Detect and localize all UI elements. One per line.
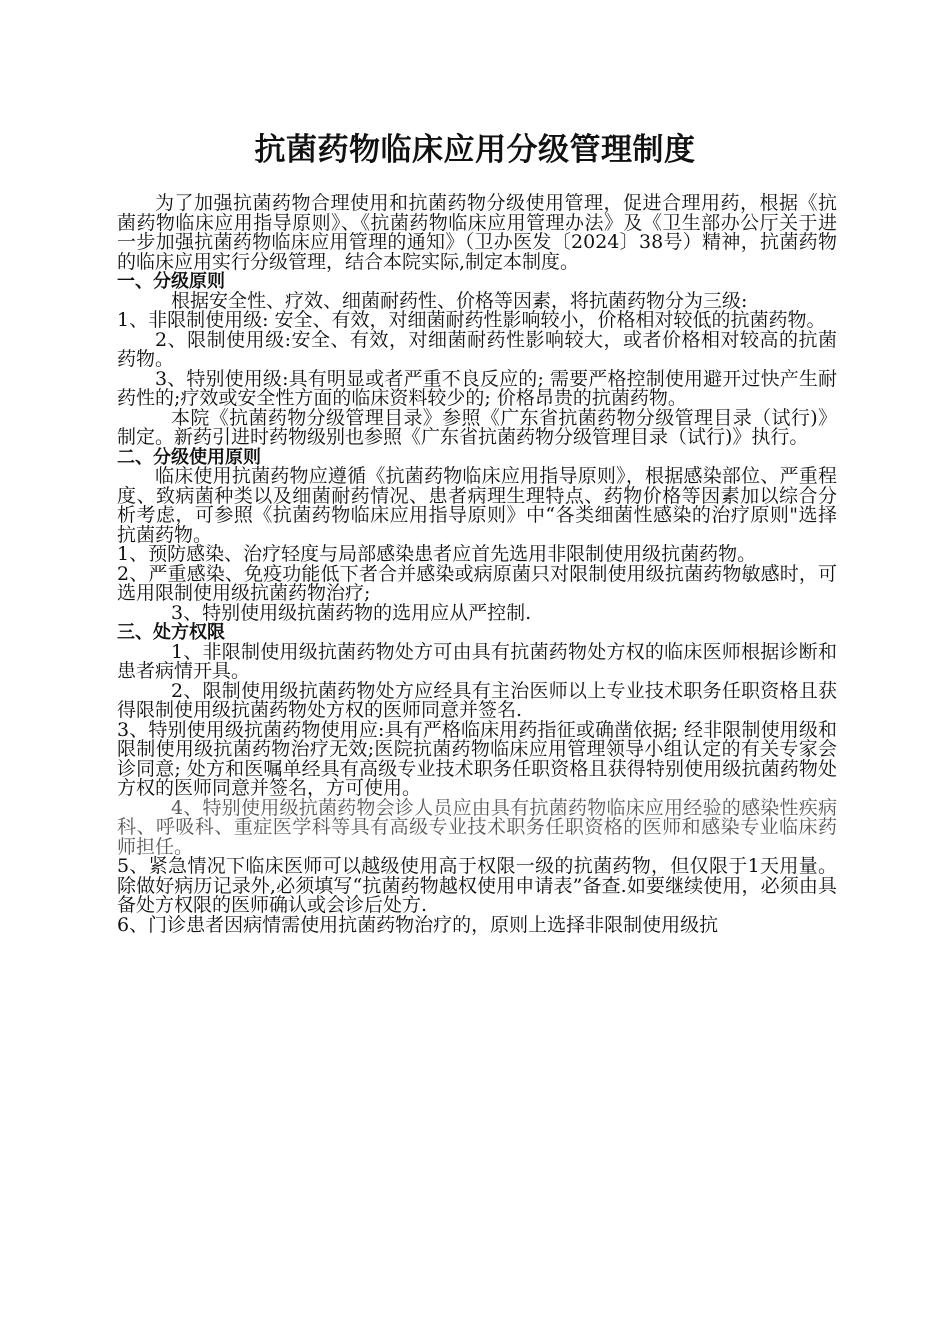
section-heading-3: 三、处方权限	[117, 622, 225, 643]
section-1-paragraph: 根据安全性、疗效、细菌耐药性、价格等因素，将抗菌药物分为三级:	[171, 289, 748, 312]
intro-paragraph: 为了加强抗菌药物合理使用和抗菌药物分级使用管理，促进合理用药，根据《抗菌药物临床应用指导原则》、《抗菌药物临床应用管理办法》及《卫生部办公厅关于进一步加强抗菌药物临床应用管理的通知》（卫办医发〔2024〕38号）精神，抗菌药物的临床应用实行分级管理，结合本院实际,制定本制度。	[117, 192, 837, 273]
section-heading-2: 二、分级使用原则	[117, 446, 261, 468]
section-1-item-1: 1、非限制使用级: 安全、有效，对细菌耐药性影响较小，价格相对较低的抗菌药物。	[117, 309, 826, 331]
section-1-item-2: 2、限制使用级:安全、有效，对细菌耐药性影响较大，或者价格相对较高的抗菌药物。	[117, 328, 837, 370]
section-3-item-4: 4、特别使用级抗菌药物会诊人员应由具有抗菌药物临床应用经验的感染性疾病科、呼吸科、重症医学科等具有高级专业技术职务任职资格的医师和感染专业临床药师担任。	[117, 796, 837, 858]
section-1-catalog-note: 本院《抗菌药物分级管理目录》参照《广东省抗菌药物分级管理目录（试行)》制定。新药引进时药物级别也参照《广东省抗菌药物分级管理目录（试行)》执行。	[117, 406, 837, 448]
section-3-item-6: 6、门诊患者因病情需使用抗菌药物治疗的，原则上选择非限制使用级抗	[117, 913, 719, 936]
document-title: 抗菌药物临床应用分级管理制度	[254, 132, 696, 168]
section-3-item-1: 1、非限制使用级抗菌药物处方可由具有抗菌药物处方权的临床医师根据诊断和患者病情开具。	[117, 640, 837, 682]
section-2-item-3: 3、特别使用级抗菌药物的选用应从严控制.	[171, 601, 532, 624]
section-3-item-5: 5、紧急情况下临床医师可以越级使用高于权限一级的抗菌药物，但仅限于1天用量。除做好病历记录外,必须填写“抗菌药物越权使用申请表”备查.如要继续使用，必须由具备处方权限的医师确认或会诊后处方.	[117, 855, 837, 916]
section-heading-1: 一、分级原则	[117, 271, 225, 292]
section-2-item-2: 2、严重感染、免疫功能低下者合并感染或病原菌只对限制使用级抗菌药物敏感时，可选用限制使用级抗菌药物治疗;	[117, 562, 837, 604]
section-3-item-3: 3、特别使用级抗菌药物使用应:具有严格临床用药指征或确凿依据; 经非限制使用级和限制使用级抗菌药物治疗无效;医院抗菌药物临床应用管理领导小组认定的有关专家会诊同意; 处方和医嘱单经具有高级专业技术职务任职资格且获得特别使用级抗菌药物处方权的医师同意并签名，方可使用。	[117, 718, 837, 799]
section-2-paragraph: 临床使用抗菌药物应遵循《抗菌药物临床应用指导原则》，根据感染部位、严重程度、致病菌种类以及细菌耐药情况、患者病理生理特点、药物价格等因素加以综合分析考虑，可参照《抗菌药物临床应用指导原则》中“各类细菌性感染的治疗原则"选择抗菌药物。	[117, 465, 837, 546]
document-body	[117, 194, 837, 935]
section-2-item-1: 1、预防感染、治疗轻度与局部感染患者应首先选用非限制使用级抗菌药物。	[117, 543, 757, 565]
section-1-item-3: 3、特别使用级:具有明显或者严重不良反应的; 需要严格控制使用避开过快产生耐药性的;疗效或安全性方面的临床资料较少的; 价格昂贵的抗菌药物。	[117, 367, 837, 409]
section-3-item-2: 2、限制使用级抗菌药物处方应经具有主治医师以上专业技术职务任职资格且获得限制使用级抗菌药物处方权的医师同意并签名.	[117, 679, 837, 721]
